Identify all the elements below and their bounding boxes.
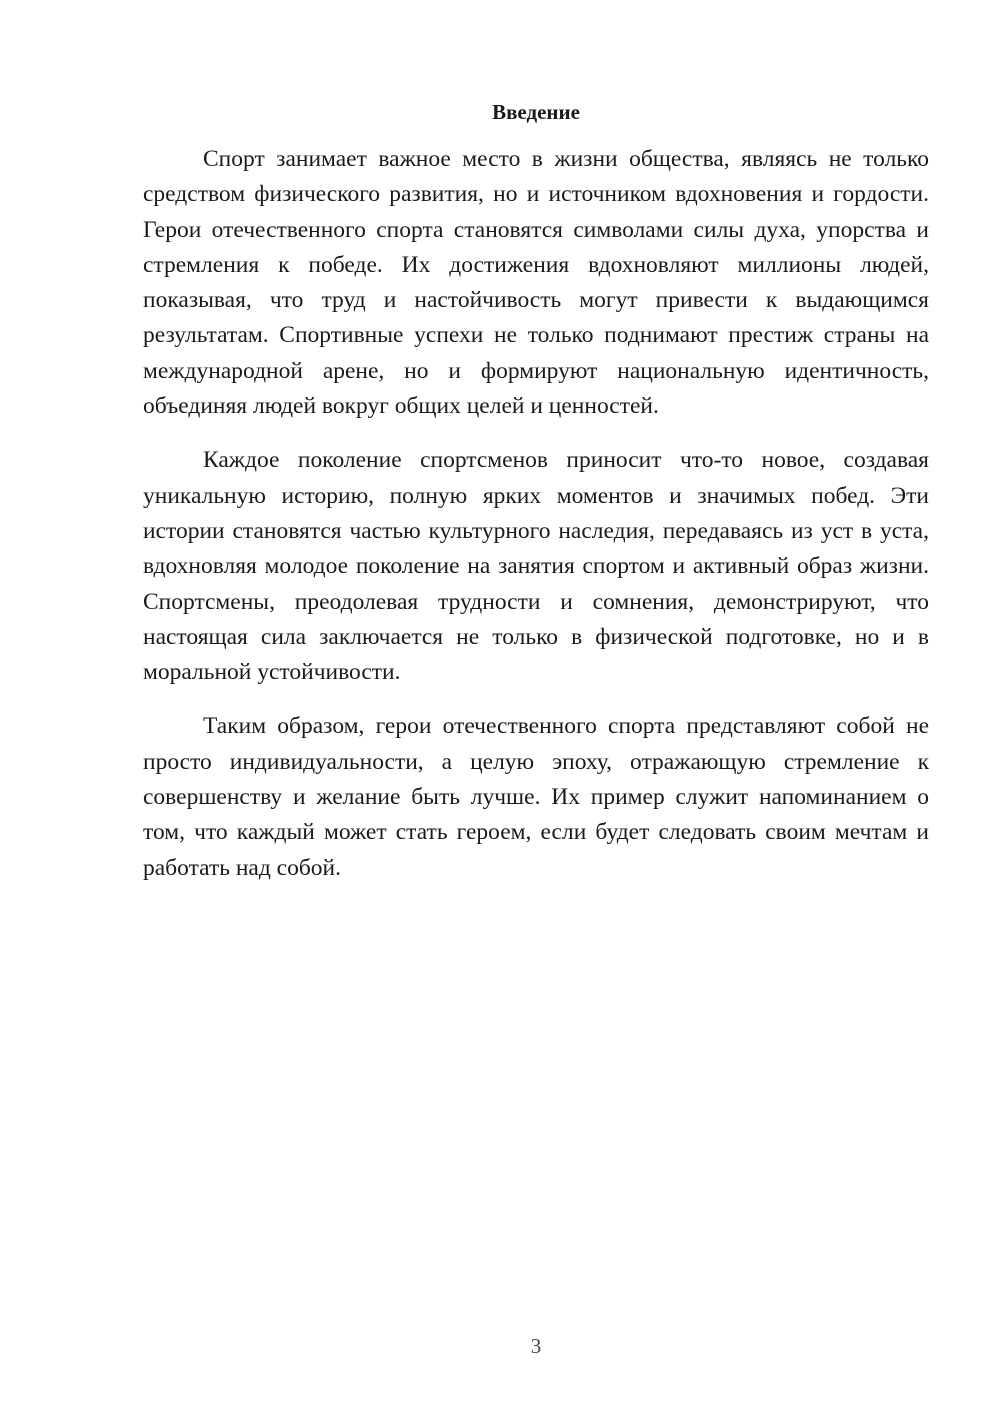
paragraph-1: Спорт занимает важное место в жизни общества, являясь не только средством физического развития, но и источником вдохновения и гордости. Герои отечественного спорта становятся символами силы духа, упорства и стремления к победе. Их достижения вдохновляют миллионы людей, показывая, что труд и настойчивость могут привести к выдающимся результатам. Спортивные успехи не только поднимают престиж страны на международной арене, но и формируют национальную идентичность, объединяя людей вокруг общих целей и ценностей. [143,146,929,420]
section-heading: Введение [492,100,580,124]
paragraph-3: Таким образом, герои отечественного спорта представляют собой не просто индивидуальности, а целую эпоху, отражающую стремление к совершенству и желание быть лучше. Их пример служит напоминанием о том, что каждый может стать героем, если будет следовать своим мечтам и работать над собой. [143,713,929,881]
body-text [143,142,929,886]
page-number: 3 [530,1334,542,1358]
paragraph-2: Каждое поколение спортсменов приносит что-то новое, создавая уникальную историю, полную ярких моментов и значимых побед. Эти истории становятся частью культурного наследия, передаваясь из уст в уста, вдохновляя молодое поколение на занятия спортом и активный образ жизни. Спортсмены, преодолевая трудности и сомнения, демонстрируют, что настоящая сила заключается не только в физической подготовке, но и в моральной устойчивости. [143,447,929,686]
